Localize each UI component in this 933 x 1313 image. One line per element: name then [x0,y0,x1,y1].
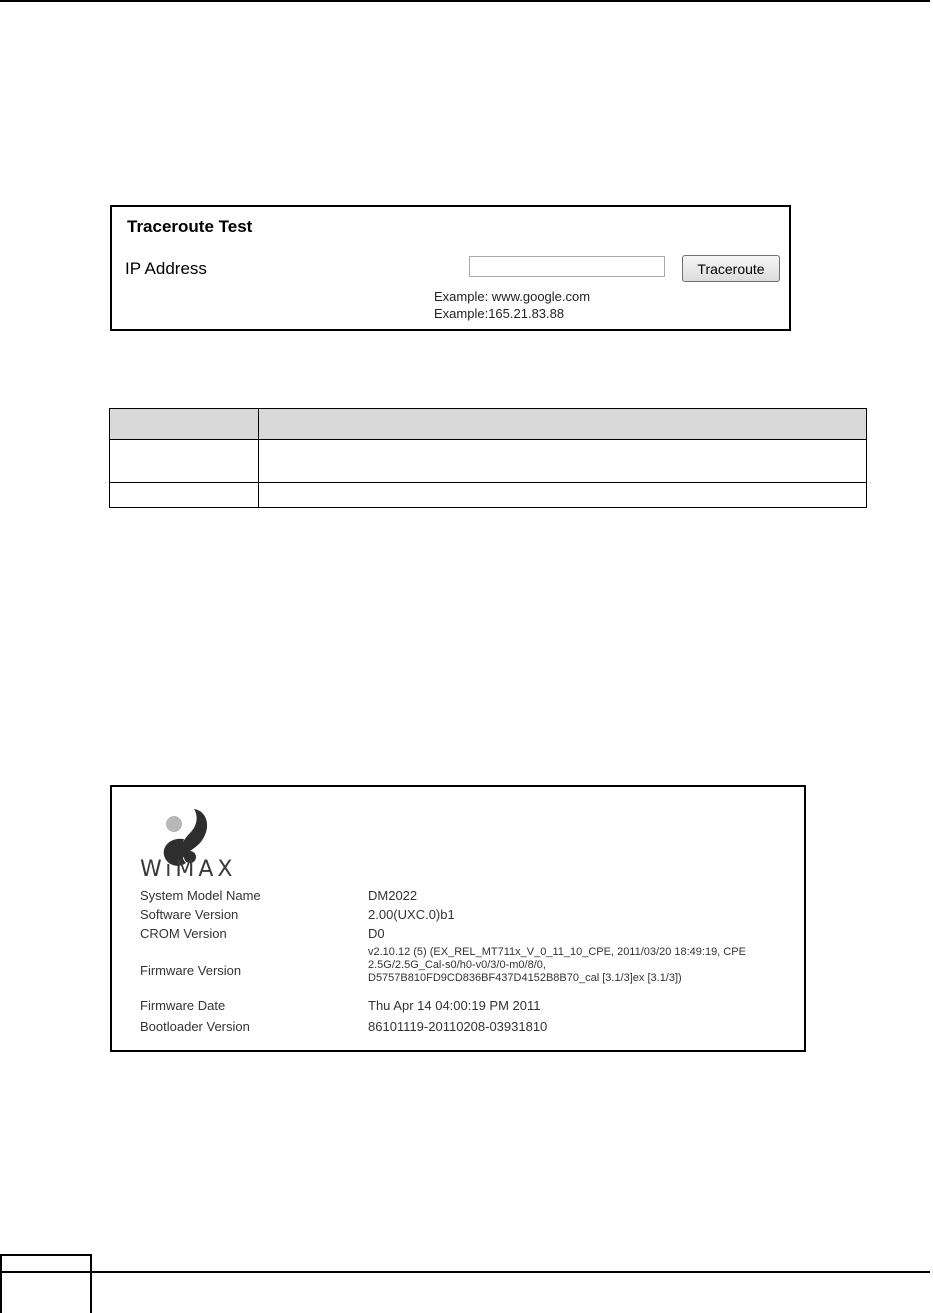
example-hostname: Example: www.google.com [434,289,591,304]
table-cell [259,483,867,508]
table-row [110,440,867,483]
firmware-version-value [368,946,808,985]
header-rule [0,0,930,2]
example-ip: Example:165.21.83.88 [434,306,565,321]
info-value: 86101119-20110208-03931810 [368,1019,548,1034]
info-value: DM2022 [368,888,418,903]
footer-rule [0,1271,930,1273]
info-value: D0 [368,926,385,941]
table-header-row [110,409,867,440]
info-label: Firmware Date [140,998,226,1013]
table-header-label [110,409,259,440]
table-cell [110,483,259,508]
info-label: System Model Name [140,888,261,903]
info-value: Thu Apr 14 04:00:19 PM 2011 [368,998,541,1013]
description-table [109,408,867,508]
firmware-line: 2.5G/2.5G_Cal-s0/h0-v0/3/0-m0/8/0, [368,959,546,971]
page-number-box [0,1254,92,1313]
ip-address-input[interactable] [469,256,665,277]
wimax-logo-text: WiMAX [140,857,237,882]
table-row [110,483,867,508]
info-value: 2.00(UXC.0)b1 [368,907,455,922]
table-cell [110,440,259,483]
info-label: Bootloader Version [140,1019,250,1034]
info-label: Software Version [140,907,239,922]
traceroute-title: Traceroute Test [127,217,253,236]
ip-address-label: IP Address [125,259,207,278]
device-info-panel [110,785,806,1052]
info-label: Firmware Version [140,963,242,978]
firmware-line: D5757B810FD9CD836BF437D4152B8B70_cal [3.1/3]ex [3.1/3]) [368,972,682,984]
firmware-line: v2.10.12 (5) (EX_REL_MT711x_V_0_11_10_CPE, 2011/03/20 18:49:19, CPE [368,946,746,958]
table-cell [259,440,867,483]
traceroute-button[interactable]: Traceroute [682,255,780,282]
info-label: CROM Version [140,926,227,941]
traceroute-test-panel [110,205,791,331]
table-header-description [259,409,867,440]
